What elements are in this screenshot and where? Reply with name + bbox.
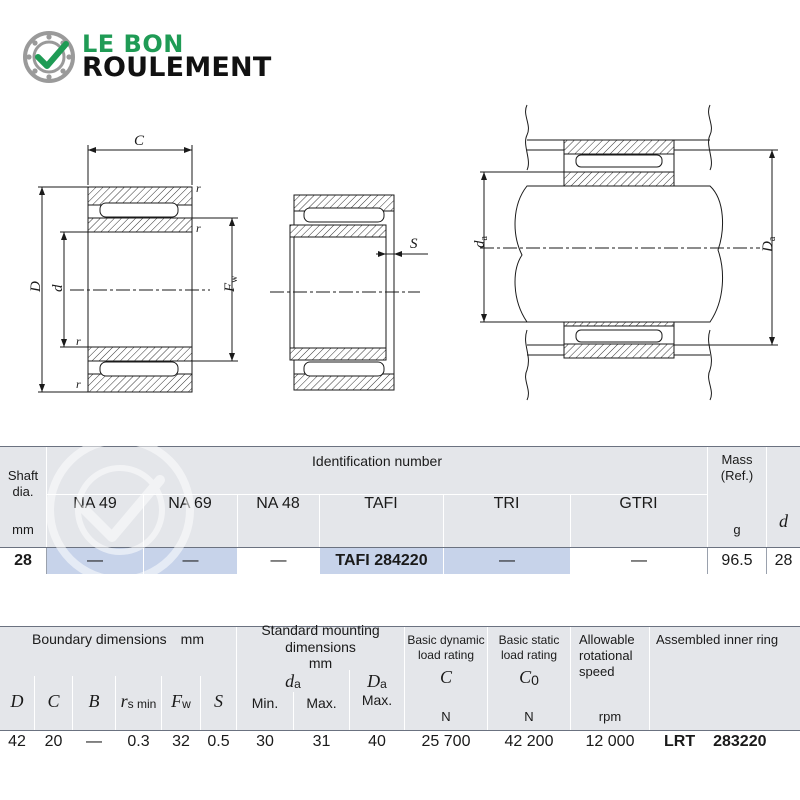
sym-Cdyn: C — [439, 666, 452, 687]
row-Fw: 32 — [172, 733, 190, 750]
shaft-dia-header: Shaft dia. — [0, 464, 46, 504]
speed-unit: rpm — [598, 708, 622, 724]
col-gtri: GTRI — [619, 495, 658, 512]
label-C: C — [134, 133, 145, 149]
brand-logo — [22, 28, 302, 88]
sym-B: B — [88, 690, 100, 711]
label-r-2: r — [196, 221, 201, 235]
sym-da: d a — [285, 670, 301, 691]
label-r-3: r — [76, 334, 81, 348]
mass-header: Mass (Ref.) — [720, 451, 754, 483]
stat-unit: N — [524, 708, 534, 724]
row-C: 20 — [44, 733, 63, 750]
label-d: d — [50, 284, 66, 292]
dimensions-table — [0, 621, 800, 753]
boundary-header: Boundary dimensions mm — [32, 631, 204, 647]
row-dyn: 25 700 — [421, 733, 471, 750]
row-stat: 42 200 — [504, 733, 554, 750]
sym-Da: D a — [367, 670, 387, 691]
row-r: 0.3 — [127, 733, 150, 750]
label-r-1: r — [196, 181, 201, 195]
sym-Fw: F w — [171, 690, 191, 711]
Da-max: Max. — [361, 692, 393, 708]
col-na69: NA 69 — [168, 495, 212, 512]
col-tafi: TAFI — [364, 495, 398, 512]
stat-header: Basic static load rating — [498, 633, 560, 662]
inner-ring-header: Assembled inner ring — [656, 631, 779, 647]
row-Da-max: 40 — [368, 733, 386, 750]
dyn-header: Basic dynamic load rating — [407, 633, 485, 662]
row-S: 0.5 — [207, 733, 230, 750]
sym-r: r s min — [120, 690, 157, 711]
col-na49: NA 49 — [73, 495, 117, 512]
d-header: d — [779, 510, 788, 531]
col-tri: TRI — [493, 495, 520, 512]
row-na69: — — [144, 548, 237, 574]
shaft-unit: mm — [12, 521, 34, 537]
row-da-min: 30 — [256, 733, 274, 750]
row-speed: 12 000 — [585, 733, 635, 750]
row-shaft: 28 — [14, 552, 32, 569]
row-mass: 96.5 — [721, 552, 753, 569]
brand-line-2: ROULEMENT — [82, 52, 272, 83]
da-max: Max. — [306, 695, 337, 711]
row-d: 28 — [774, 552, 793, 569]
sym-D: D — [10, 690, 24, 711]
speed-header: Allowable rotational speed — [579, 631, 635, 680]
id-number-header: Identification number — [312, 453, 442, 469]
sym-C: C — [47, 690, 60, 711]
row-tafi: TAFI 284220 — [320, 548, 443, 574]
label-Fw: $F_w$ — [222, 275, 240, 292]
row-na49: — — [47, 548, 143, 574]
label-r-4: r — [76, 377, 81, 391]
da-min: Min. — [251, 695, 279, 711]
row-gtri: — — [631, 552, 647, 569]
brand-line-1: LE BON — [82, 30, 184, 58]
row-tri: — — [444, 548, 570, 574]
label-S: S — [410, 236, 418, 252]
row-na48: — — [270, 552, 287, 569]
label-da: $d_a$ — [472, 236, 490, 248]
row-D: 42 — [8, 733, 26, 750]
label-Da: $D_a$ — [760, 236, 778, 252]
label-D: D — [28, 281, 44, 292]
identification-table — [0, 446, 800, 574]
bearing-check-icon — [22, 30, 76, 84]
dyn-unit: N — [441, 708, 451, 724]
mounting-header: Standard mounting dimensions mm — [261, 621, 380, 672]
row-inner-ring: LRT 283220 — [664, 733, 767, 750]
sym-C0: C 0 — [519, 666, 539, 688]
row-B: — — [86, 733, 102, 750]
mass-unit: g — [733, 521, 741, 537]
bearing-technical-drawing — [0, 95, 800, 405]
sym-S: S — [214, 690, 223, 711]
col-na48: NA 48 — [256, 495, 300, 512]
row-da-max: 31 — [312, 733, 331, 750]
